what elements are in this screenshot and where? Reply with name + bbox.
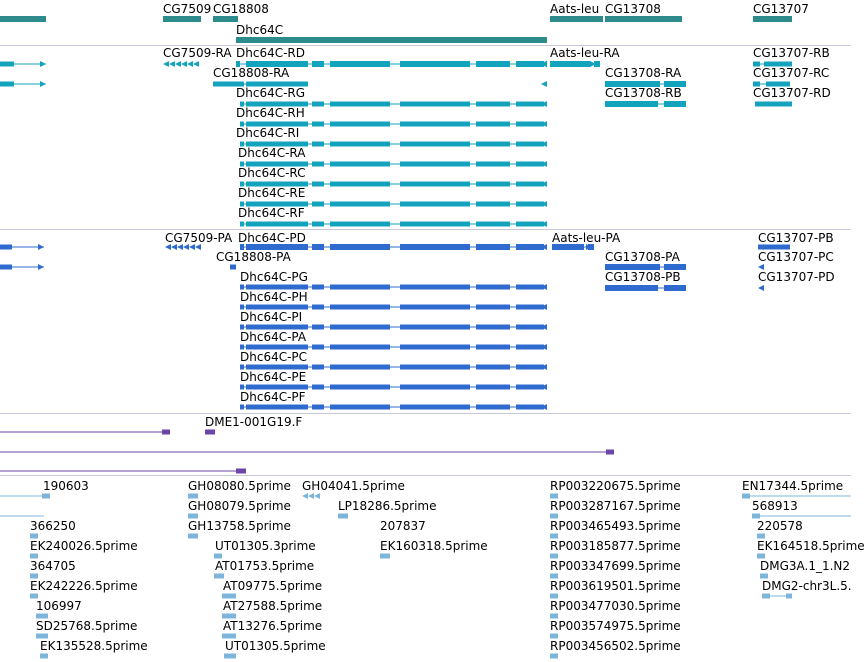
transcript-glyph-exon[interactable] (400, 122, 470, 127)
cdna-label[interactable]: LP18286.5prime (338, 499, 437, 513)
est-glyph[interactable] (162, 430, 170, 435)
protein-label[interactable]: CG13708-PA (605, 250, 680, 264)
protein-glyph-exon[interactable] (476, 345, 510, 350)
protein-glyph-exon[interactable] (240, 285, 244, 290)
protein-glyph-exon[interactable] (246, 385, 308, 390)
transcript-glyph-exon[interactable] (312, 202, 324, 207)
cdna-glyph[interactable] (550, 574, 558, 579)
protein-glyph[interactable] (0, 265, 12, 270)
protein-glyph-exon[interactable] (330, 244, 390, 250)
cdna-glyph[interactable] (338, 514, 348, 519)
protein-label[interactable]: Dhc64C-PG (240, 270, 308, 284)
transcript-label[interactable]: Dhc64C-RH (236, 106, 305, 120)
protein-label[interactable]: Aats-leu-PA (552, 231, 621, 245)
protein-glyph-exon[interactable] (476, 405, 510, 410)
protein-glyph-exon[interactable] (516, 285, 544, 290)
cdna-glyph[interactable] (550, 594, 558, 599)
cdna-label[interactable]: RP003619501.5prime (550, 579, 681, 593)
cdna-glyph[interactable] (30, 534, 38, 539)
est-label[interactable]: DME1-001G19.F (205, 415, 303, 429)
cdna-label[interactable]: RP003477030.5prime (550, 599, 681, 613)
protein-glyph-exon[interactable] (400, 405, 470, 410)
transcript-glyph-exon[interactable] (312, 122, 324, 127)
protein-glyph-exon[interactable] (312, 244, 324, 250)
gene-glyph[interactable] (236, 37, 547, 43)
transcript-glyph-exon[interactable] (330, 222, 390, 227)
transcript-label[interactable]: Dhc64C-RA (238, 146, 306, 160)
transcript-glyph-exon[interactable] (330, 202, 390, 207)
cdna-glyph[interactable] (757, 554, 765, 559)
cdna-glyph[interactable] (550, 534, 558, 539)
gene-label[interactable]: Aats-leu (550, 2, 600, 16)
protein-glyph-exon[interactable] (312, 305, 324, 310)
transcript-glyph-exon[interactable] (400, 102, 470, 107)
transcript-glyph-exon[interactable] (400, 61, 470, 67)
protein-glyph-exon[interactable] (664, 285, 686, 291)
transcript-glyph-exon[interactable] (330, 122, 390, 127)
protein-glyph-exon[interactable] (400, 325, 470, 330)
protein-label[interactable]: CG13707-PC (758, 250, 834, 264)
protein-glyph-exon[interactable] (516, 305, 544, 310)
transcript-glyph-exon[interactable] (312, 142, 324, 147)
cdna-glyph[interactable] (222, 614, 236, 619)
gene-label[interactable]: CG7509 (163, 2, 212, 16)
protein-glyph-exon[interactable] (246, 325, 308, 330)
gene-glyph[interactable] (753, 16, 792, 22)
transcript-glyph-strand[interactable] (193, 61, 199, 67)
cdna-label[interactable]: RP003287167.5prime (550, 499, 681, 513)
transcript-glyph-exon[interactable] (605, 101, 658, 107)
transcript-strand-arrow[interactable] (40, 61, 46, 67)
transcript-glyph-exon[interactable] (312, 222, 324, 227)
est-glyph[interactable] (205, 430, 215, 435)
transcript-glyph-exon[interactable] (312, 61, 324, 67)
cdna-glyph[interactable] (188, 514, 198, 519)
cdna-label[interactable]: EK240026.5prime (30, 539, 138, 553)
transcript-glyph-strand[interactable] (175, 61, 181, 67)
cdna-glyph[interactable] (30, 594, 38, 599)
transcript-glyph-exon[interactable] (312, 182, 324, 187)
transcript-glyph-exon[interactable] (240, 222, 244, 227)
transcript-label[interactable]: Dhc64C-RF (238, 206, 305, 220)
transcript-glyph-strand[interactable] (187, 61, 193, 67)
cdna-label[interactable]: GH08079.5prime (188, 499, 291, 513)
gene-glyph[interactable] (0, 16, 46, 22)
transcript-glyph-exon[interactable] (516, 222, 544, 227)
cdna-label[interactable]: EK164518.5prime (757, 539, 865, 553)
transcript-label[interactable]: CG13707-RD (753, 86, 831, 100)
transcript-glyph-exon[interactable] (755, 102, 792, 107)
protein-glyph-exon[interactable] (400, 285, 470, 290)
transcript-glyph-exon[interactable] (550, 61, 590, 67)
cdna-glyph[interactable] (550, 494, 558, 499)
cdna-glyph[interactable] (188, 494, 198, 499)
cdna-label[interactable]: GH08080.5prime (188, 479, 291, 493)
transcript-strand-arrow[interactable] (40, 81, 46, 87)
protein-glyph-exon[interactable] (330, 405, 390, 410)
transcript-glyph-exon[interactable] (516, 202, 544, 207)
protein-strand-arrow[interactable] (38, 244, 44, 250)
transcript-label[interactable]: Aats-leu-RA (550, 46, 620, 60)
cdna-glyph[interactable] (222, 594, 236, 599)
transcript-glyph-exon[interactable] (400, 182, 470, 187)
protein-glyph-exon[interactable] (516, 345, 544, 350)
cdna-glyph-strand[interactable] (308, 493, 314, 499)
transcript-glyph-exon[interactable] (400, 142, 470, 147)
protein-label[interactable]: Dhc64C-PC (240, 350, 308, 364)
cdna-label[interactable]: UT01305.5prime (225, 639, 326, 653)
est-glyph[interactable] (606, 450, 614, 455)
cdna-glyph[interactable] (36, 614, 48, 619)
transcript-label[interactable]: CG13708-RB (605, 86, 682, 100)
protein-label[interactable]: CG7509-PA (165, 231, 233, 245)
protein-glyph-exon[interactable] (240, 345, 244, 350)
cdna-glyph[interactable] (214, 574, 224, 579)
cdna-glyph[interactable] (214, 554, 222, 559)
transcript-glyph-exon[interactable] (476, 122, 510, 127)
transcript-label[interactable]: Dhc64C-RI (236, 126, 300, 140)
protein-glyph-exon[interactable] (312, 285, 324, 290)
cdna-label[interactable]: 364705 (30, 559, 76, 573)
transcript-glyph-strand[interactable] (163, 61, 169, 67)
protein-glyph-exon[interactable] (330, 365, 390, 370)
cdna-label[interactable]: RP003185877.5prime (550, 539, 681, 553)
cdna-label[interactable]: 106997 (36, 599, 82, 613)
protein-glyph-exon[interactable] (230, 265, 236, 270)
cdna-glyph[interactable] (40, 654, 48, 659)
transcript-glyph-exon[interactable] (516, 142, 544, 147)
cdna-glyph[interactable] (752, 514, 760, 519)
cdna-label[interactable]: UT01305.3prime (215, 539, 316, 553)
transcript-glyph-exon[interactable] (516, 162, 544, 167)
protein-glyph-exon[interactable] (400, 385, 470, 390)
protein-glyph-exon[interactable] (400, 365, 470, 370)
transcript-label[interactable]: Dhc64C-RD (236, 46, 305, 60)
cdna-label[interactable]: RP003465493.5prime (550, 519, 681, 533)
cdna-label[interactable]: DMG2-chr3L.5. (762, 579, 852, 593)
protein-glyph-exon[interactable] (312, 385, 324, 390)
transcript-glyph-exon[interactable] (330, 61, 390, 67)
cdna-glyph[interactable] (757, 534, 765, 539)
protein-glyph-exon[interactable] (516, 325, 544, 330)
transcript-glyph-exon[interactable] (312, 162, 324, 167)
protein-glyph-exon[interactable] (246, 345, 308, 350)
transcript-label[interactable]: Dhc64C-RE (238, 186, 306, 200)
transcript-glyph[interactable] (213, 82, 238, 87)
cdna-label[interactable]: EK160318.5prime (380, 539, 488, 553)
protein-label[interactable]: CG13708-PB (605, 270, 681, 284)
gene-glyph[interactable] (163, 16, 201, 22)
protein-label[interactable]: Dhc64C-PD (238, 231, 306, 245)
protein-glyph-exon[interactable] (516, 244, 544, 250)
cdna-glyph[interactable] (36, 634, 48, 639)
transcript-label[interactable]: CG13707-RB (753, 46, 830, 60)
transcript-glyph-exon[interactable] (476, 222, 510, 227)
protein-glyph-exon[interactable] (476, 325, 510, 330)
transcript-label[interactable]: CG13708-RA (605, 66, 682, 80)
transcript-glyph-exon[interactable] (476, 61, 510, 67)
cdna-label[interactable]: 207837 (380, 519, 426, 533)
protein-label[interactable]: Dhc64C-PI (240, 310, 303, 324)
protein-glyph-exon[interactable] (516, 385, 544, 390)
protein-glyph[interactable] (0, 245, 12, 250)
protein-glyph-exon[interactable] (246, 405, 308, 410)
cdna-label[interactable]: 190603 (43, 479, 89, 493)
cdna-glyph-strand[interactable] (314, 493, 320, 499)
cdna-label[interactable]: EK135528.5prime (40, 639, 148, 653)
transcript-glyph-exon[interactable] (400, 222, 470, 227)
protein-glyph-exon[interactable] (330, 385, 390, 390)
transcript-glyph-exon[interactable] (476, 202, 510, 207)
protein-glyph-exon[interactable] (476, 305, 510, 310)
transcript-glyph-exon[interactable] (516, 122, 544, 127)
transcript-label[interactable]: CG18808-RA (213, 66, 290, 80)
cdna-label[interactable]: EK242226.5prime (30, 579, 138, 593)
protein-glyph-exon[interactable] (476, 244, 510, 250)
protein-glyph-exon[interactable] (516, 365, 544, 370)
protein-label[interactable]: Dhc64C-PA (240, 330, 307, 344)
protein-glyph-exon[interactable] (246, 305, 308, 310)
cdna-glyph[interactable] (222, 634, 236, 639)
protein-glyph-exon[interactable] (476, 285, 510, 290)
protein-glyph-exon[interactable] (240, 305, 244, 310)
transcript-glyph[interactable] (0, 82, 14, 87)
cdna-label[interactable]: RP003220675.5prime (550, 479, 681, 493)
transcript-glyph-exon[interactable] (330, 102, 390, 107)
transcript-glyph-exon[interactable] (516, 102, 544, 107)
transcript-glyph-exon[interactable] (476, 162, 510, 167)
protein-glyph-exon[interactable] (312, 345, 324, 350)
transcript-glyph-exon[interactable] (476, 182, 510, 187)
cdna-glyph[interactable] (550, 614, 558, 619)
protein-glyph-exon[interactable] (312, 405, 324, 410)
protein-glyph-exon[interactable] (246, 285, 308, 290)
transcript-glyph-exon[interactable] (246, 222, 308, 227)
cdna-glyph[interactable] (42, 494, 50, 499)
protein-glyph-exon[interactable] (312, 365, 324, 370)
transcript-glyph-strand[interactable] (169, 61, 175, 67)
cdna-glyph[interactable] (760, 574, 768, 579)
protein-strand-arrow[interactable] (758, 285, 764, 291)
cdna-glyph[interactable] (550, 554, 558, 559)
gene-glyph[interactable] (213, 16, 238, 22)
protein-glyph-exon[interactable] (400, 244, 470, 250)
cdna-label[interactable]: AT09775.5prime (223, 579, 323, 593)
transcript-glyph-exon[interactable] (516, 61, 544, 67)
protein-glyph-exon[interactable] (330, 285, 390, 290)
cdna-glyph[interactable] (188, 534, 198, 539)
transcript-glyph-exon[interactable] (516, 182, 544, 187)
cdna-label[interactable]: 220578 (757, 519, 803, 533)
transcript-label[interactable]: CG13707-RC (753, 66, 830, 80)
cdna-label[interactable]: AT27588.5prime (223, 599, 323, 613)
protein-glyph-exon[interactable] (330, 305, 390, 310)
cdna-glyph[interactable] (30, 574, 38, 579)
protein-glyph-exon[interactable] (330, 325, 390, 330)
transcript-glyph-exon[interactable] (400, 202, 470, 207)
protein-glyph-exon[interactable] (240, 365, 244, 370)
protein-glyph-exon[interactable] (240, 325, 244, 330)
transcript-glyph-exon[interactable] (400, 162, 470, 167)
cdna-label[interactable]: RP003574975.5prime (550, 619, 681, 633)
protein-glyph-exon[interactable] (330, 345, 390, 350)
transcript-glyph-exon[interactable] (476, 102, 510, 107)
protein-glyph-exon[interactable] (400, 345, 470, 350)
transcript-label[interactable]: CG7509-RA (163, 46, 232, 60)
protein-label[interactable]: Dhc64C-PE (240, 370, 307, 384)
protein-glyph-exon[interactable] (516, 405, 544, 410)
transcript-glyph-exon[interactable] (330, 162, 390, 167)
transcript-glyph[interactable] (0, 62, 14, 67)
protein-strand-arrow[interactable] (38, 264, 44, 270)
cdna-glyph[interactable] (742, 494, 750, 499)
cdna-glyph[interactable] (550, 634, 558, 639)
cdna-glyph[interactable] (380, 554, 390, 559)
gene-label[interactable]: CG18808 (213, 2, 269, 16)
protein-glyph-exon[interactable] (240, 405, 244, 410)
cdna-glyph[interactable] (786, 594, 792, 599)
gene-label[interactable]: Dhc64C (236, 23, 284, 37)
transcript-glyph-exon[interactable] (330, 182, 390, 187)
protein-glyph-exon[interactable] (240, 385, 244, 390)
gene-glyph[interactable] (550, 16, 603, 22)
protein-label[interactable]: CG13707-PB (758, 231, 834, 245)
cdna-glyph[interactable] (762, 594, 770, 599)
transcript-label[interactable]: Dhc64C-RC (238, 166, 306, 180)
cdna-label[interactable]: 568913 (752, 499, 798, 513)
protein-glyph-exon[interactable] (246, 365, 308, 370)
cdna-glyph[interactable] (30, 554, 38, 559)
est-glyph[interactable] (236, 469, 246, 474)
protein-label[interactable]: Dhc64C-PF (240, 390, 306, 404)
gene-label[interactable]: CG13707 (753, 2, 809, 16)
cdna-label[interactable]: GH13758.5prime (188, 519, 291, 533)
cdna-glyph[interactable] (550, 514, 558, 519)
gene-glyph[interactable] (605, 16, 682, 22)
cdna-glyph[interactable] (550, 654, 558, 659)
protein-label[interactable]: CG13707-PD (758, 270, 835, 284)
transcript-glyph-exon[interactable] (312, 102, 324, 107)
protein-label[interactable]: Dhc64C-PH (240, 290, 308, 304)
transcript-strand-arrow[interactable] (541, 81, 547, 87)
cdna-label[interactable]: RP003456502.5prime (550, 639, 681, 653)
protein-label[interactable]: CG18808-PA (216, 250, 291, 264)
transcript-glyph-exon[interactable] (330, 142, 390, 147)
protein-glyph-exon[interactable] (312, 325, 324, 330)
cdna-label[interactable]: GH04041.5prime (302, 479, 405, 493)
cdna-label[interactable]: 366250 (30, 519, 76, 533)
protein-glyph-exon[interactable] (605, 285, 658, 291)
cdna-label[interactable]: AT01753.5prime (215, 559, 315, 573)
gene-label[interactable]: CG13708 (605, 2, 661, 16)
protein-glyph-exon[interactable] (476, 385, 510, 390)
cdna-label[interactable]: EN17344.5prime (742, 479, 844, 493)
cdna-label[interactable]: AT13276.5prime (223, 619, 323, 633)
transcript-label[interactable]: Dhc64C-RG (236, 86, 306, 100)
cdna-glyph[interactable] (224, 654, 236, 659)
cdna-label[interactable]: DMG3A.1_1.N2 (760, 559, 851, 573)
cdna-glyph-strand[interactable] (302, 493, 308, 499)
cdna-label[interactable]: RP003347699.5prime (550, 559, 681, 573)
transcript-glyph-exon[interactable] (476, 142, 510, 147)
transcript-glyph-strand[interactable] (181, 61, 187, 67)
transcript-glyph-exon[interactable] (664, 101, 686, 107)
cdna-label[interactable]: SD25768.5prime (36, 619, 138, 633)
protein-glyph-exon[interactable] (476, 365, 510, 370)
protein-glyph-exon[interactable] (400, 305, 470, 310)
